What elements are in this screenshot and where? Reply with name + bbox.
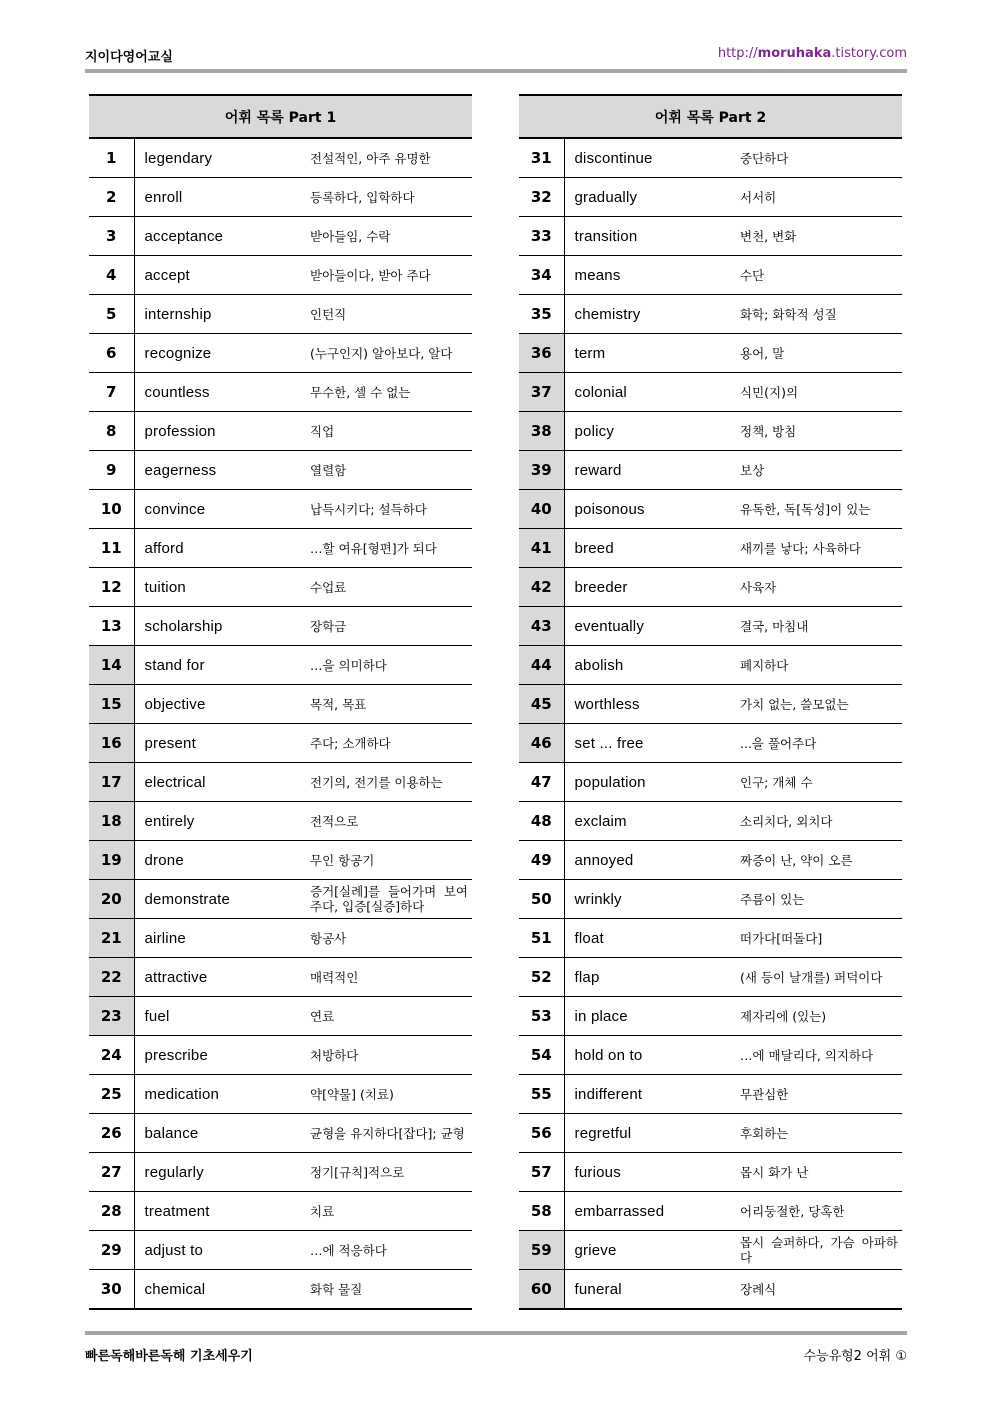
vocab-word: eagerness	[134, 451, 302, 490]
vocab-word: acceptance	[134, 217, 302, 256]
vocab-word: regretful	[564, 1114, 732, 1153]
row-number: 14	[89, 646, 134, 685]
word-meaning: 치료	[302, 1192, 472, 1231]
url-prefix: http://	[717, 46, 758, 61]
word-meaning: 받아들임, 수락	[302, 217, 472, 256]
table-row	[519, 1231, 902, 1270]
vocab-word: in place	[564, 997, 732, 1036]
table-row	[519, 1192, 902, 1231]
page-label: 수능유형2 어휘 ①	[803, 1349, 907, 1364]
row-number: 15	[89, 685, 134, 724]
row-number: 46	[519, 724, 564, 763]
row-number: 11	[89, 529, 134, 568]
word-meaning: 무관심한	[732, 1075, 902, 1114]
vocab-word: fuel	[134, 997, 302, 1036]
table-row	[89, 138, 472, 178]
vocab-word: means	[564, 256, 732, 295]
table-title: 어휘 목록 Part 2	[519, 95, 902, 138]
vocab-word: transition	[564, 217, 732, 256]
word-meaning: 식민(지)의	[732, 373, 902, 412]
row-number: 6	[89, 334, 134, 373]
site-url[interactable]	[718, 46, 907, 61]
vocab-word: worthless	[564, 685, 732, 724]
word-meaning: 수단	[732, 256, 902, 295]
vocab-word: medication	[134, 1075, 302, 1114]
word-meaning: 정기[규칙]적으로	[302, 1153, 472, 1192]
table-row	[89, 412, 472, 451]
word-meaning: (누구인지) 알아보다, 알다	[302, 334, 472, 373]
row-number: 19	[89, 841, 134, 880]
vocab-word: convince	[134, 490, 302, 529]
word-meaning: 목적, 목표	[302, 685, 472, 724]
vocab-word: objective	[134, 685, 302, 724]
vocab-word: indifferent	[564, 1075, 732, 1114]
row-number: 18	[89, 802, 134, 841]
vocab-word: embarrassed	[564, 1192, 732, 1231]
vocab-word: abolish	[564, 646, 732, 685]
word-meaning: 처방하다	[302, 1036, 472, 1075]
vocab-word: set ... free	[564, 724, 732, 763]
vocab-word: regularly	[134, 1153, 302, 1192]
row-number: 32	[519, 178, 564, 217]
book-title: 빠른독해바른독해 기초세우기	[85, 1349, 253, 1364]
vocab-word: attractive	[134, 958, 302, 997]
row-number: 2	[89, 178, 134, 217]
vocab-word: float	[564, 919, 732, 958]
table-row	[519, 451, 902, 490]
row-number: 24	[89, 1036, 134, 1075]
vocab-word: prescribe	[134, 1036, 302, 1075]
vocab-word: policy	[564, 412, 732, 451]
row-number: 3	[89, 217, 134, 256]
table-row	[89, 217, 472, 256]
word-meaning: 제자리에 (있는)	[732, 997, 902, 1036]
word-meaning: 열렬함	[302, 451, 472, 490]
vocab-word: adjust to	[134, 1231, 302, 1270]
table-row	[89, 1270, 472, 1310]
vocab-word: discontinue	[564, 138, 732, 178]
table-row	[519, 412, 902, 451]
table-row	[89, 646, 472, 685]
row-number: 8	[89, 412, 134, 451]
word-meaning: 매력적인	[302, 958, 472, 997]
word-meaning: 짜증이 난, 약이 오른	[732, 841, 902, 880]
vocab-word: drone	[134, 841, 302, 880]
header-divider	[85, 69, 907, 73]
word-meaning: …할 여유[형편]가 되다	[302, 529, 472, 568]
table-row	[89, 1192, 472, 1231]
page-footer	[85, 1345, 907, 1363]
table-row	[89, 1075, 472, 1114]
table-row	[89, 373, 472, 412]
row-number: 50	[519, 880, 564, 919]
word-meaning: 등록하다, 입학하다	[302, 178, 472, 217]
word-meaning: 주다; 소개하다	[302, 724, 472, 763]
word-meaning: 전설적인, 아주 유명한	[302, 138, 472, 178]
row-number: 47	[519, 763, 564, 802]
word-meaning: ...을 풀어주다	[732, 724, 902, 763]
vocab-word: stand for	[134, 646, 302, 685]
vocab-word: chemical	[134, 1270, 302, 1310]
word-meaning: 받아들이다, 받아 주다	[302, 256, 472, 295]
url-suffix: .tistory.com	[831, 46, 907, 61]
word-meaning: 항공사	[302, 919, 472, 958]
row-number: 35	[519, 295, 564, 334]
vocab-word: entirely	[134, 802, 302, 841]
word-meaning: 유독한, 독[독성]이 있는	[732, 490, 902, 529]
table-row	[89, 841, 472, 880]
vocab-word: annoyed	[564, 841, 732, 880]
row-number: 29	[89, 1231, 134, 1270]
row-number: 23	[89, 997, 134, 1036]
word-meaning: 인구; 개체 수	[732, 763, 902, 802]
row-number: 43	[519, 607, 564, 646]
word-meaning: 약[약물] (치료)	[302, 1075, 472, 1114]
table-row	[89, 178, 472, 217]
word-meaning: 수업료	[302, 568, 472, 607]
word-meaning: 서서히	[732, 178, 902, 217]
vocab-word: funeral	[564, 1270, 732, 1310]
word-meaning: 전적으로	[302, 802, 472, 841]
word-meaning: 용어, 말	[732, 334, 902, 373]
table-row	[519, 1036, 902, 1075]
word-meaning: 결국, 마침내	[732, 607, 902, 646]
vocab-word: population	[564, 763, 732, 802]
word-meaning: 떠가다[떠돌다]	[732, 919, 902, 958]
table-title: 어휘 목록 Part 1	[89, 95, 472, 138]
table-row	[89, 295, 472, 334]
vocab-word: breed	[564, 529, 732, 568]
table-row	[519, 178, 902, 217]
table-row	[89, 529, 472, 568]
word-meaning: …에 적응하다	[302, 1231, 472, 1270]
word-meaning: 직업	[302, 412, 472, 451]
vocab-word: poisonous	[564, 490, 732, 529]
row-number: 38	[519, 412, 564, 451]
row-number: 37	[519, 373, 564, 412]
vocab-word: present	[134, 724, 302, 763]
row-number: 16	[89, 724, 134, 763]
row-number: 40	[519, 490, 564, 529]
table-row	[519, 138, 902, 178]
footer-divider	[85, 1331, 907, 1335]
row-number: 58	[519, 1192, 564, 1231]
vocab-table-part2	[519, 94, 902, 1310]
row-number: 42	[519, 568, 564, 607]
word-meaning: 화학; 화학적 성질	[732, 295, 902, 334]
word-meaning: 중단하다	[732, 138, 902, 178]
table-row	[89, 334, 472, 373]
table-row	[89, 1114, 472, 1153]
row-number: 53	[519, 997, 564, 1036]
word-meaning: 소리치다, 외치다	[732, 802, 902, 841]
row-number: 52	[519, 958, 564, 997]
word-meaning: 장례식	[732, 1270, 902, 1310]
row-number: 45	[519, 685, 564, 724]
table-row	[519, 1270, 902, 1310]
vocab-word: airline	[134, 919, 302, 958]
table-row	[519, 334, 902, 373]
table-row	[519, 256, 902, 295]
row-number: 28	[89, 1192, 134, 1231]
vocab-word: eventually	[564, 607, 732, 646]
vocab-word: electrical	[134, 763, 302, 802]
table-row	[89, 1153, 472, 1192]
word-meaning: 어리둥절한, 당혹한	[732, 1192, 902, 1231]
word-meaning: 후회하는	[732, 1114, 902, 1153]
row-number: 13	[89, 607, 134, 646]
row-number: 1	[89, 138, 134, 178]
table-row	[519, 685, 902, 724]
table-row	[519, 1153, 902, 1192]
vocab-word: hold on to	[564, 1036, 732, 1075]
word-meaning: (새 등이 날개를) 퍼덕이다	[732, 958, 902, 997]
table-row	[519, 763, 902, 802]
row-number: 51	[519, 919, 564, 958]
row-number: 27	[89, 1153, 134, 1192]
word-meaning: 균형을 유지하다[잡다]; 균형	[302, 1114, 472, 1153]
vocab-word: gradually	[564, 178, 732, 217]
vocab-word: colonial	[564, 373, 732, 412]
table-row	[89, 607, 472, 646]
row-number: 56	[519, 1114, 564, 1153]
row-number: 22	[89, 958, 134, 997]
vocab-word: profession	[134, 412, 302, 451]
table-row	[519, 373, 902, 412]
word-meaning: 장학금	[302, 607, 472, 646]
word-meaning: 전기의, 전기를 이용하는	[302, 763, 472, 802]
table-row	[89, 1231, 472, 1270]
table-row	[89, 568, 472, 607]
table-row	[89, 685, 472, 724]
vocab-word: flap	[564, 958, 732, 997]
word-meaning: …에 매달리다, 의지하다	[732, 1036, 902, 1075]
table-row	[519, 1075, 902, 1114]
vocab-word: grieve	[564, 1231, 732, 1270]
word-meaning: 정책, 방침	[732, 412, 902, 451]
row-number: 55	[519, 1075, 564, 1114]
vocab-word: demonstrate	[134, 880, 302, 919]
row-number: 20	[89, 880, 134, 919]
vocab-word: term	[564, 334, 732, 373]
word-meaning: 몹시 화가 난	[732, 1153, 902, 1192]
vocab-word: exclaim	[564, 802, 732, 841]
table-row	[519, 841, 902, 880]
table-row	[519, 568, 902, 607]
vocab-word: legendary	[134, 138, 302, 178]
word-meaning: …을 의미하다	[302, 646, 472, 685]
row-number: 49	[519, 841, 564, 880]
table-row	[519, 919, 902, 958]
site-name: 지이다영어교실	[85, 50, 173, 65]
row-number: 30	[89, 1270, 134, 1310]
table-row	[89, 451, 472, 490]
word-meaning: 무인 항공기	[302, 841, 472, 880]
row-number: 4	[89, 256, 134, 295]
row-number: 7	[89, 373, 134, 412]
row-number: 44	[519, 646, 564, 685]
table-row	[89, 919, 472, 958]
row-number: 10	[89, 490, 134, 529]
row-number: 9	[89, 451, 134, 490]
word-meaning: 새끼를 낳다; 사육하다	[732, 529, 902, 568]
word-meaning: 화학 물질	[302, 1270, 472, 1310]
word-meaning: 주름이 있는	[732, 880, 902, 919]
vocab-word: countless	[134, 373, 302, 412]
table-row	[519, 490, 902, 529]
row-number: 36	[519, 334, 564, 373]
row-number: 12	[89, 568, 134, 607]
row-number: 21	[89, 919, 134, 958]
table-row	[89, 802, 472, 841]
table-row	[89, 1036, 472, 1075]
table-row	[89, 880, 472, 919]
row-number: 59	[519, 1231, 564, 1270]
word-meaning: 납득시키다; 설득하다	[302, 490, 472, 529]
table-row	[89, 958, 472, 997]
vocab-word: tuition	[134, 568, 302, 607]
row-number: 57	[519, 1153, 564, 1192]
vocab-word: balance	[134, 1114, 302, 1153]
table-row	[519, 880, 902, 919]
table-row	[89, 256, 472, 295]
word-meaning: 무수한, 셀 수 없는	[302, 373, 472, 412]
vocab-word: afford	[134, 529, 302, 568]
table-row	[89, 763, 472, 802]
table-row	[519, 802, 902, 841]
vocab-word: reward	[564, 451, 732, 490]
row-number: 48	[519, 802, 564, 841]
vocab-word: wrinkly	[564, 880, 732, 919]
table-row	[519, 997, 902, 1036]
vocab-word: enroll	[134, 178, 302, 217]
url-bold: moruhaka	[757, 46, 832, 61]
word-meaning: 사육자	[732, 568, 902, 607]
table-row	[519, 958, 902, 997]
table-row	[519, 724, 902, 763]
table-row	[519, 217, 902, 256]
word-meaning: 연료	[302, 997, 472, 1036]
word-meaning: 폐지하다	[732, 646, 902, 685]
word-meaning: 가치 없는, 쓸모없는	[732, 685, 902, 724]
row-number: 54	[519, 1036, 564, 1075]
table-row	[89, 490, 472, 529]
page-header	[85, 46, 907, 64]
vocab-word: furious	[564, 1153, 732, 1192]
vocab-table-part1	[89, 94, 472, 1310]
row-number: 26	[89, 1114, 134, 1153]
row-number: 31	[519, 138, 564, 178]
row-number: 60	[519, 1270, 564, 1310]
row-number: 34	[519, 256, 564, 295]
word-meaning: 몹시 슬퍼하다, 가슴 아파하다	[732, 1231, 902, 1270]
vocab-word: breeder	[564, 568, 732, 607]
vocab-word: chemistry	[564, 295, 732, 334]
table-row	[519, 295, 902, 334]
table-row	[519, 1114, 902, 1153]
word-meaning: 변천, 변화	[732, 217, 902, 256]
row-number: 25	[89, 1075, 134, 1114]
row-number: 33	[519, 217, 564, 256]
word-meaning: 보상	[732, 451, 902, 490]
vocab-word: scholarship	[134, 607, 302, 646]
row-number: 41	[519, 529, 564, 568]
vocab-word: treatment	[134, 1192, 302, 1231]
table-row	[519, 607, 902, 646]
row-number: 17	[89, 763, 134, 802]
table-row	[519, 646, 902, 685]
row-number: 5	[89, 295, 134, 334]
vocab-word: recognize	[134, 334, 302, 373]
word-meaning: 인턴직	[302, 295, 472, 334]
word-meaning: 증거[실례]를 들어가며 보여 주다, 입증[실증]하다	[302, 880, 472, 919]
vocab-word: internship	[134, 295, 302, 334]
table-row	[89, 997, 472, 1036]
row-number: 39	[519, 451, 564, 490]
vocab-word: accept	[134, 256, 302, 295]
table-row	[519, 529, 902, 568]
table-row	[89, 724, 472, 763]
